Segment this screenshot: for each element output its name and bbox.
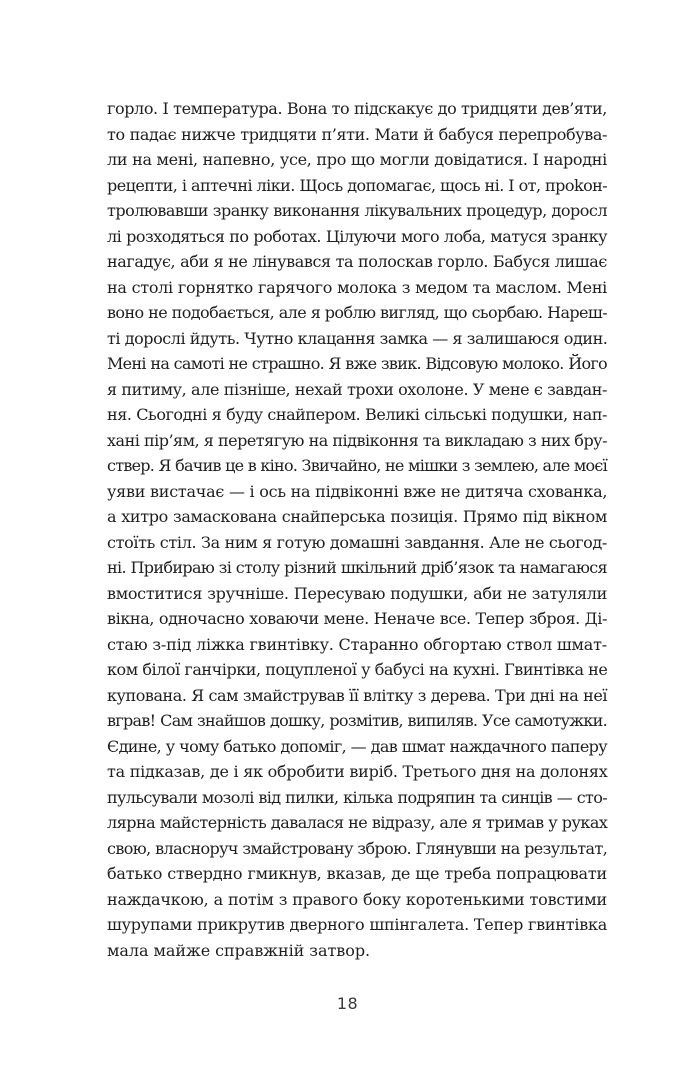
text-line: наждачкою, а потім з правого боку коротенькими товстими: [107, 889, 607, 909]
text-line: купована. Я сам змайстрував її влітку з дерева. Три дні на неї: [107, 685, 607, 705]
text-line: рецепти, і аптечні ліки. Щось допомагає, щось ні. І от, проkон-: [107, 175, 608, 195]
text-line: то падає нижче тридцяти п’яти. Мати й бабуся перепробува-: [107, 124, 607, 144]
text-line: пульсували мозолі від пилки, кілька подряпин та синців — сто-: [107, 787, 607, 807]
text-line: вмоститися зручніше. Пересуваю подушки, аби не затуляли: [107, 583, 607, 603]
text-line: уяви вистачає — і ось на підвіконні вже не дитяча схованка,: [107, 481, 608, 501]
body-text: [107, 96, 607, 963]
page-number: 18: [336, 994, 359, 1013]
text-line: стаю з-під ліжка гвинтівку. Старанно обгортаю ствол шмат-: [107, 634, 607, 654]
text-line: тролювавши зранку виконання лікувальних процедур, доросл: [107, 201, 607, 220]
text-line: а хитро замаскована снайперська позиція. Прямо під вікном: [107, 507, 607, 526]
text-line: ня. Сьогодні я буду снайпером. Великі сільські подушки, нап-: [107, 405, 607, 424]
text-line: ствер. Я бачив це в кіно. Звичайно, не мішки з землею, але моєї: [107, 456, 607, 475]
text-line: воно не подобається, але я роблю вигляд, що сьорбаю. Нареш-: [107, 303, 607, 322]
text-line: я питиму, але пізніше, нехай трохи охолоне. У мене є завдан-: [107, 379, 608, 399]
text-line: ком білої ганчірки, поцупленої у бабусі на кухні. Гвинтівка не: [107, 660, 608, 679]
text-line: хані пір’ям, я перетягую на підвіконня та викладаю з них бру-: [107, 430, 607, 450]
text-line: шурупами прикрутив дверного шпінгалета. Тепер гвинтівка: [107, 915, 607, 934]
text-line: Єдине, у чому батько допоміг, — дав шмат наждачного паперу: [107, 736, 607, 756]
text-line: Мені на самоті не страшно. Я вже звик. Відсовую молоко. Його: [107, 354, 607, 373]
text-line: вікна, одночасно ховаючи мене. Неначе все. Тепер зброя. Ді-: [107, 609, 607, 628]
text-line: ли на мені, напевно, усе, про що могли довідатися. І народні: [107, 150, 607, 169]
text-line: лярна майстерність давалася не відразу, але я тримав у руках: [107, 813, 608, 832]
text-line: нагадує, аби я не лінувався та полоскав горло. Бабуся лишає: [107, 252, 607, 271]
text-line: ті дорослі йдуть. Чутно клацання замка — я залишаюся один.: [107, 328, 608, 348]
text-line: вграв! Сам знайшов дошку, розмітив, випиляв. Усе самотужки.: [107, 711, 607, 730]
text-line: ні. Прибираю зі столу різний шкільний дріб’язок та намагаюся: [107, 558, 607, 577]
text-line: стоїть стіл. За ним я готую домашні завдання. Але не сьогод-: [107, 532, 607, 552]
text-line: мала майже справжній затвор.: [107, 940, 371, 960]
text-line: батько ствердно гмикнув, вказав, де ще треба попрацювати: [107, 864, 607, 883]
text-line: та підказав, де і як обробити виріб. Третього дня на долонях: [107, 762, 608, 781]
text-line: горло. І температура. Вона то підскакує до тридцяти дев’яти,: [107, 99, 607, 118]
text-line: на столі горнятко гарячого молока з медом та маслом. Мені: [107, 277, 607, 297]
text-line: свою, власноруч змайстровану зброю. Глянувши на результат,: [107, 838, 608, 858]
text-line: лі розходяться по роботах. Цілуючи мого лоба, матуся зранку: [107, 226, 607, 246]
